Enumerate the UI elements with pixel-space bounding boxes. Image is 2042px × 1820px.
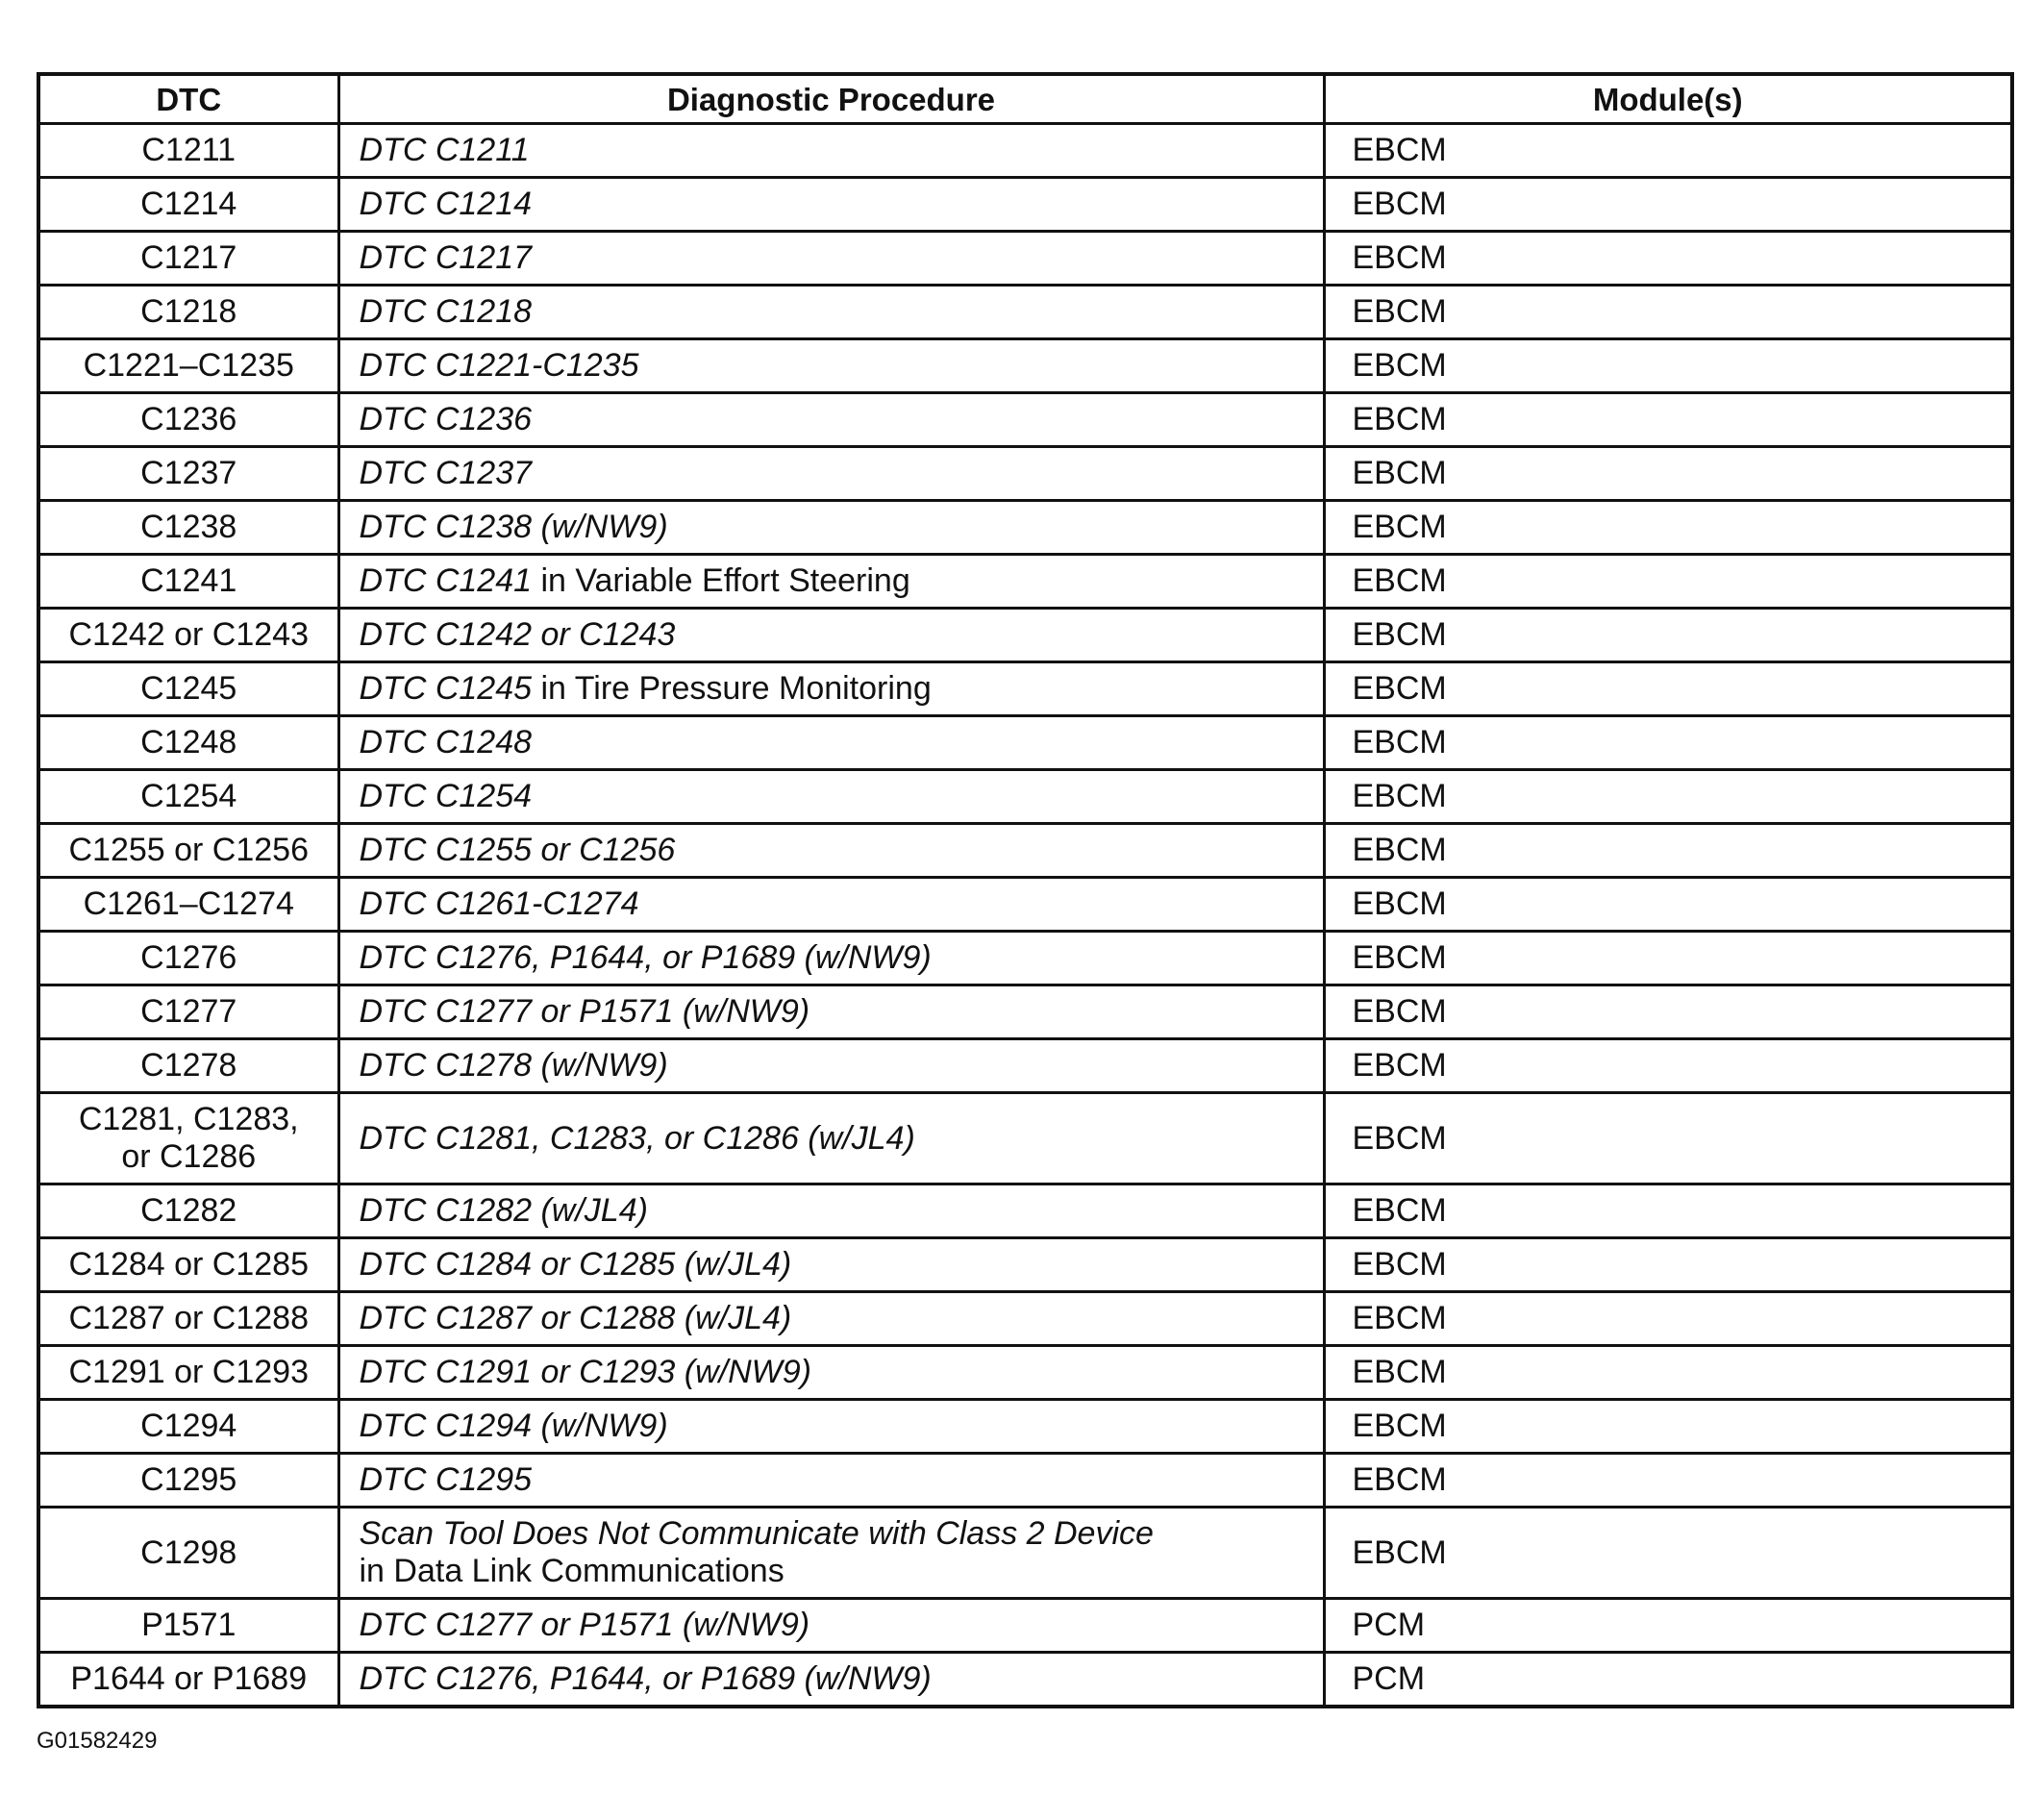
procedure-link-text: DTC C1218 bbox=[359, 293, 533, 330]
table-body bbox=[38, 124, 2012, 1708]
module-cell: EBCM bbox=[1324, 232, 2012, 286]
dtc-code-cell: C1282 bbox=[38, 1184, 338, 1238]
procedure-link-text: DTC C1261-C1274 bbox=[359, 885, 639, 922]
dtc-code-cell: C1277 bbox=[38, 985, 338, 1039]
diagnostic-procedure-cell bbox=[338, 985, 1324, 1039]
diagnostic-procedure-cell bbox=[338, 1238, 1324, 1292]
dtc-code-cell: C1281, C1283, or C1286 bbox=[38, 1093, 338, 1184]
procedure-link-text: DTC C1294 (w/NW9) bbox=[359, 1408, 668, 1444]
procedure-link-text: DTC C1221-C1235 bbox=[359, 347, 639, 384]
table-row bbox=[38, 286, 2012, 339]
module-cell: PCM bbox=[1324, 1653, 2012, 1708]
dtc-code-cell: C1295 bbox=[38, 1454, 338, 1508]
procedure-link-text: DTC C1237 bbox=[359, 455, 533, 491]
module-cell: EBCM bbox=[1324, 1454, 2012, 1508]
dtc-code-cell: C1211 bbox=[38, 124, 338, 178]
diagnostic-procedure-cell bbox=[338, 339, 1324, 393]
diagnostic-procedure-cell bbox=[338, 393, 1324, 447]
table-row bbox=[38, 824, 2012, 878]
diagnostic-procedure-cell bbox=[338, 232, 1324, 286]
table-row bbox=[38, 1346, 2012, 1400]
dtc-code-cell: C1245 bbox=[38, 662, 338, 716]
dtc-code-cell: C1298 bbox=[38, 1508, 338, 1599]
dtc-code-cell: P1644 or P1689 bbox=[38, 1653, 338, 1708]
diagnostic-procedure-cell bbox=[338, 1454, 1324, 1508]
dtc-code-cell: C1276 bbox=[38, 932, 338, 985]
header-diagnostic-procedure: Diagnostic Procedure bbox=[338, 74, 1324, 124]
table-row bbox=[38, 447, 2012, 501]
procedure-link-text: DTC C1278 (w/NW9) bbox=[359, 1047, 668, 1084]
diagnostic-procedure-cell bbox=[338, 501, 1324, 555]
module-cell: EBCM bbox=[1324, 286, 2012, 339]
diagnostic-procedure-cell bbox=[338, 286, 1324, 339]
dtc-code-cell: C1278 bbox=[38, 1039, 338, 1093]
header-dtc: DTC bbox=[38, 74, 338, 124]
table-row bbox=[38, 1508, 2012, 1599]
table-row bbox=[38, 932, 2012, 985]
dtc-code-cell: P1571 bbox=[38, 1599, 338, 1653]
procedure-link-text: DTC C1281, C1283, or C1286 (w/JL4) bbox=[359, 1119, 915, 1157]
table-row bbox=[38, 339, 2012, 393]
procedure-link-text: DTC C1282 (w/JL4) bbox=[359, 1192, 648, 1229]
module-cell: EBCM bbox=[1324, 878, 2012, 932]
procedure-link-text: DTC C1211 bbox=[359, 132, 530, 168]
procedure-context-text: in Data Link Communications bbox=[359, 1553, 784, 1589]
diagnostic-procedure-cell bbox=[338, 716, 1324, 770]
diagnostic-procedure-cell bbox=[338, 878, 1324, 932]
table-row bbox=[38, 1292, 2012, 1346]
dtc-code-cell: C1237 bbox=[38, 447, 338, 501]
table-row bbox=[38, 1599, 2012, 1653]
dtc-code-cell: C1287 or C1288 bbox=[38, 1292, 338, 1346]
diagnostic-procedure-cell bbox=[338, 555, 1324, 609]
module-cell: EBCM bbox=[1324, 1093, 2012, 1184]
diagnostic-procedure-cell bbox=[338, 1292, 1324, 1346]
table-row bbox=[38, 878, 2012, 932]
module-cell: EBCM bbox=[1324, 985, 2012, 1039]
dtc-code-cell: C1217 bbox=[38, 232, 338, 286]
module-cell: EBCM bbox=[1324, 1400, 2012, 1454]
diagnostic-procedure-cell bbox=[338, 1039, 1324, 1093]
dtc-code-cell: C1254 bbox=[38, 770, 338, 824]
table-row bbox=[38, 501, 2012, 555]
procedure-link-text: DTC C1245 bbox=[359, 670, 533, 707]
diagnostic-procedure-cell bbox=[338, 662, 1324, 716]
table-row bbox=[38, 1184, 2012, 1238]
table-row bbox=[38, 985, 2012, 1039]
procedure-link-text: DTC C1287 or C1288 (w/JL4) bbox=[359, 1300, 792, 1336]
module-cell: EBCM bbox=[1324, 124, 2012, 178]
module-cell: EBCM bbox=[1324, 1039, 2012, 1093]
diagnostic-procedure-cell bbox=[338, 1653, 1324, 1708]
table-row bbox=[38, 609, 2012, 662]
module-cell: EBCM bbox=[1324, 662, 2012, 716]
diagnostic-procedure-cell bbox=[338, 1508, 1324, 1599]
diagnostic-procedure-cell bbox=[338, 1400, 1324, 1454]
dtc-code-cell: C1284 or C1285 bbox=[38, 1238, 338, 1292]
procedure-link-text: DTC C1276, P1644, or P1689 (w/NW9) bbox=[359, 939, 932, 976]
procedure-link-text: DTC C1248 bbox=[359, 724, 533, 760]
procedure-link-text: DTC C1277 or P1571 (w/NW9) bbox=[359, 1607, 810, 1643]
diagnostic-procedure-cell bbox=[338, 1346, 1324, 1400]
module-cell: EBCM bbox=[1324, 1238, 2012, 1292]
module-cell: EBCM bbox=[1324, 932, 2012, 985]
procedure-link-text: DTC C1277 or P1571 (w/NW9) bbox=[359, 993, 810, 1030]
module-cell: EBCM bbox=[1324, 1184, 2012, 1238]
dtc-code-cell: C1261–C1274 bbox=[38, 878, 338, 932]
dtc-code-cell: C1248 bbox=[38, 716, 338, 770]
dtc-table-container bbox=[37, 72, 2010, 1708]
table-row bbox=[38, 1653, 2012, 1708]
module-cell: EBCM bbox=[1324, 609, 2012, 662]
diagnostic-procedure-cell bbox=[338, 447, 1324, 501]
dtc-code-cell: C1214 bbox=[38, 178, 338, 232]
procedure-link-text: DTC C1217 bbox=[359, 239, 533, 276]
procedure-link-text: Scan Tool Does Not Communicate with Class 2 Device bbox=[359, 1515, 1154, 1552]
diagnostic-procedure-cell bbox=[338, 932, 1324, 985]
diagnostic-procedure-cell bbox=[338, 1599, 1324, 1653]
dtc-code-cell: C1238 bbox=[38, 501, 338, 555]
procedure-link-text: DTC C1284 or C1285 (w/JL4) bbox=[359, 1246, 792, 1283]
diagnostic-procedure-cell bbox=[338, 770, 1324, 824]
diagnostic-procedure-cell bbox=[338, 609, 1324, 662]
dtc-table bbox=[37, 72, 2014, 1708]
table-row bbox=[38, 1238, 2012, 1292]
module-cell: EBCM bbox=[1324, 1508, 2012, 1599]
module-cell: EBCM bbox=[1324, 501, 2012, 555]
module-cell: EBCM bbox=[1324, 447, 2012, 501]
table-row bbox=[38, 1093, 2012, 1184]
diagnostic-procedure-cell bbox=[338, 824, 1324, 878]
procedure-context-text: in Variable Effort Steering bbox=[532, 562, 910, 599]
procedure-link-text: DTC C1241 bbox=[359, 562, 533, 599]
procedure-link-text: DTC C1291 or C1293 (w/NW9) bbox=[359, 1354, 811, 1390]
table-row bbox=[38, 770, 2012, 824]
procedure-link-text: DTC C1236 bbox=[359, 401, 533, 437]
procedure-link-text: DTC C1242 or C1243 bbox=[359, 616, 676, 653]
procedure-link-text: DTC C1238 (w/NW9) bbox=[359, 509, 668, 545]
procedure-link-text: DTC C1295 bbox=[359, 1461, 533, 1498]
module-cell: EBCM bbox=[1324, 555, 2012, 609]
dtc-code-cell: C1255 or C1256 bbox=[38, 824, 338, 878]
header-modules: Module(s) bbox=[1324, 74, 2012, 124]
procedure-link-text: DTC C1255 or C1256 bbox=[359, 832, 676, 868]
table-row bbox=[38, 662, 2012, 716]
diagnostic-procedure-cell bbox=[338, 1093, 1324, 1184]
diagnostic-procedure-cell bbox=[338, 1184, 1324, 1238]
procedure-link-text: DTC C1214 bbox=[359, 186, 533, 222]
module-cell: EBCM bbox=[1324, 1292, 2012, 1346]
table-header-row bbox=[38, 74, 2012, 124]
procedure-link-text: DTC C1276, P1644, or P1689 (w/NW9) bbox=[359, 1660, 932, 1697]
diagnostic-procedure-cell bbox=[338, 124, 1324, 178]
table-row bbox=[38, 1454, 2012, 1508]
dtc-code-cell: C1291 or C1293 bbox=[38, 1346, 338, 1400]
module-cell: PCM bbox=[1324, 1599, 2012, 1653]
module-cell: EBCM bbox=[1324, 1346, 2012, 1400]
dtc-code-cell: C1218 bbox=[38, 286, 338, 339]
table-row bbox=[38, 1039, 2012, 1093]
dtc-code-cell: C1221–C1235 bbox=[38, 339, 338, 393]
table-row bbox=[38, 555, 2012, 609]
diagnostic-procedure-cell bbox=[338, 178, 1324, 232]
dtc-code-cell: C1236 bbox=[38, 393, 338, 447]
module-cell: EBCM bbox=[1324, 178, 2012, 232]
table-row bbox=[38, 393, 2012, 447]
module-cell: EBCM bbox=[1324, 770, 2012, 824]
table-row bbox=[38, 1400, 2012, 1454]
dtc-code-cell: C1241 bbox=[38, 555, 338, 609]
table-row bbox=[38, 716, 2012, 770]
module-cell: EBCM bbox=[1324, 716, 2012, 770]
dtc-code-cell: C1294 bbox=[38, 1400, 338, 1454]
procedure-link-text: DTC C1254 bbox=[359, 778, 533, 814]
module-cell: EBCM bbox=[1324, 824, 2012, 878]
figure-id: G01582429 bbox=[37, 1728, 158, 1754]
dtc-code-cell: C1242 or C1243 bbox=[38, 609, 338, 662]
table-row bbox=[38, 232, 2012, 286]
module-cell: EBCM bbox=[1324, 339, 2012, 393]
table-row bbox=[38, 124, 2012, 178]
procedure-context-text: in Tire Pressure Monitoring bbox=[532, 670, 932, 707]
module-cell: EBCM bbox=[1324, 393, 2012, 447]
table-row bbox=[38, 178, 2012, 232]
